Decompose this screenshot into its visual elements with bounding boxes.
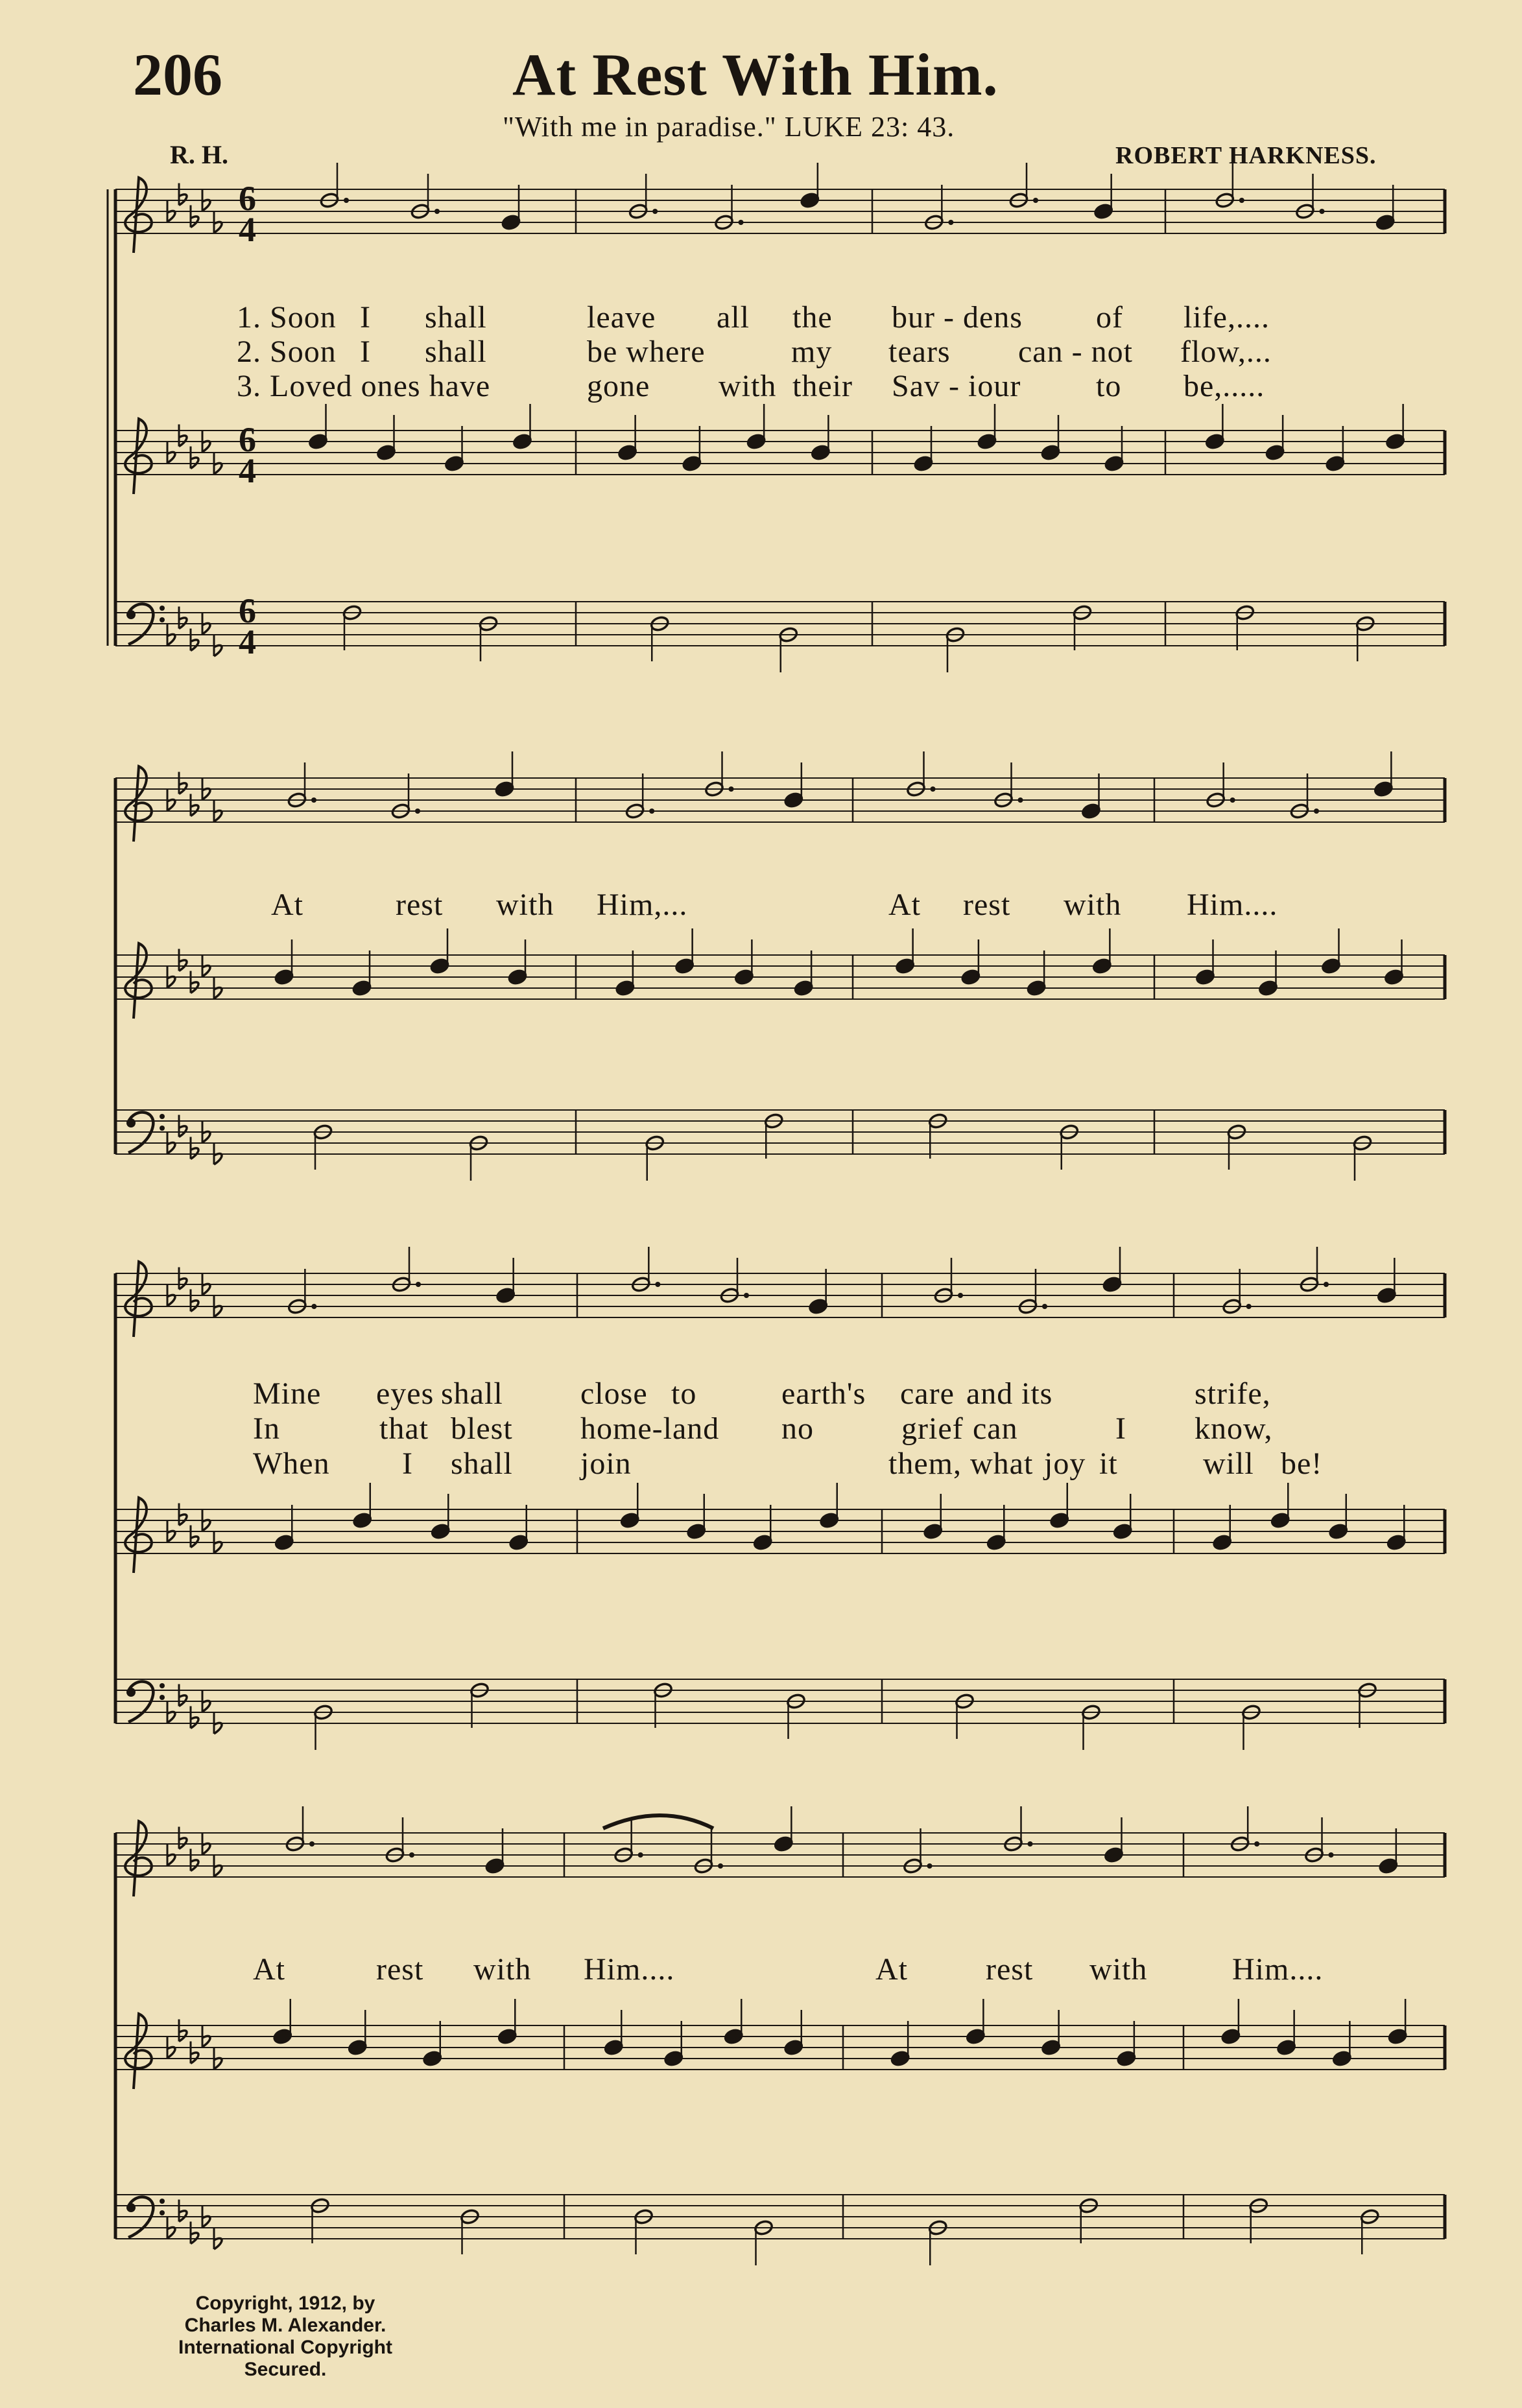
lyric-syllable: shall	[425, 335, 487, 369]
dot	[1254, 1841, 1259, 1847]
lyric-syllable: Him....	[1187, 888, 1278, 922]
note-head	[734, 969, 754, 986]
lyric-syllable: the	[792, 300, 833, 335]
lyric-syllable: leave	[587, 300, 656, 335]
bass-clef-dot	[160, 1126, 165, 1131]
note-head	[352, 980, 372, 997]
note-head	[274, 1534, 294, 1551]
flat-sign	[167, 1531, 175, 1542]
lyric-syllable: At	[253, 1952, 285, 1987]
dot	[638, 1852, 643, 1858]
note-head	[508, 1534, 529, 1551]
bass-clef-dot	[160, 1695, 165, 1700]
flat-sign	[202, 200, 210, 211]
lyric-syllable: close	[580, 1376, 648, 1411]
lyric-syllable: In	[253, 1411, 280, 1446]
note-head	[663, 2050, 684, 2067]
lyric-syllable: At	[875, 1952, 908, 1987]
lyric-syllable: strife,	[1195, 1376, 1271, 1411]
note-head	[1321, 958, 1341, 974]
flat-sign	[167, 452, 175, 463]
note-head	[1104, 455, 1124, 472]
lyric-syllable: 3. Loved ones have	[237, 369, 491, 403]
dot	[409, 1852, 414, 1858]
note-head	[811, 444, 831, 461]
note-head	[352, 1512, 372, 1529]
note-head	[923, 1523, 943, 1540]
note-head	[783, 2039, 803, 2056]
dot	[649, 809, 654, 814]
fermata-icon	[603, 1815, 713, 1828]
lyric-syllable: that	[379, 1411, 429, 1446]
bass-clef-dot	[160, 2210, 165, 2215]
lyric-syllable: their	[792, 369, 853, 403]
lyric-syllable: rest	[396, 888, 444, 922]
lyric-syllable: eyes	[376, 1376, 434, 1411]
note-head	[1385, 433, 1405, 450]
note-head	[674, 958, 695, 974]
flat-sign	[202, 2216, 210, 2227]
note-head	[1117, 2050, 1137, 2067]
note-head	[966, 2028, 986, 2045]
flat-sign	[202, 2036, 210, 2047]
dot	[1018, 797, 1023, 803]
note-head	[495, 1287, 516, 1304]
lyric-syllable: When	[253, 1446, 330, 1481]
note-head	[800, 192, 820, 209]
flat-sign	[167, 211, 175, 222]
flat-sign	[214, 463, 222, 474]
note-head	[444, 455, 464, 472]
note-head	[1093, 203, 1113, 220]
note-head	[1041, 444, 1061, 461]
lyric-syllable: Him,...	[597, 888, 688, 922]
hymn-title: At Rest With Him.	[512, 41, 999, 108]
lyric-syllable: joy	[1044, 1446, 1086, 1481]
dot	[958, 1293, 963, 1298]
dot	[1320, 209, 1325, 214]
lyric-syllable: be where	[587, 335, 706, 369]
dot	[1033, 198, 1038, 203]
lyric-syllable: it	[1099, 1446, 1118, 1481]
dot	[1042, 1304, 1047, 1309]
lyric-syllable: 2. Soon	[237, 335, 337, 369]
note-head	[617, 444, 637, 461]
note-head	[1276, 2039, 1296, 2056]
dot	[744, 1293, 749, 1298]
copyright-line: Copyright, 1912, by	[195, 2293, 375, 2314]
note-head	[1041, 2039, 1061, 2056]
flat-sign	[167, 799, 175, 810]
dot	[416, 1282, 421, 1287]
note-head	[620, 1512, 640, 1529]
dot	[729, 786, 734, 792]
lyric-syllable: all	[717, 300, 750, 335]
dot	[1239, 198, 1244, 203]
dot	[655, 1282, 660, 1287]
flat-sign	[167, 2047, 175, 2058]
note-head	[348, 2039, 368, 2056]
note-head	[808, 1298, 828, 1315]
lyric-syllable: can	[973, 1411, 1018, 1446]
dot	[1028, 1841, 1033, 1847]
lyric-syllable: can - not	[1018, 335, 1133, 369]
lyric-syllable: I	[1115, 1411, 1126, 1446]
time-signature-bottom: 4	[239, 622, 256, 661]
note-head	[1092, 958, 1112, 974]
time-signature-bottom: 4	[239, 451, 256, 490]
lyric-syllable: Sav - iour	[892, 369, 1021, 403]
lyric-syllable: I	[360, 335, 371, 369]
flat-sign	[167, 1712, 175, 1723]
note-head	[1081, 803, 1101, 820]
note-head	[308, 433, 328, 450]
dot	[1230, 797, 1235, 803]
lyric-syllable: will	[1203, 1446, 1254, 1481]
bass-clef-dot	[160, 606, 165, 611]
note-head	[1113, 1523, 1133, 1540]
lyric-syllable: home-land	[580, 1411, 720, 1446]
flat-sign	[202, 1843, 210, 1854]
note-head	[430, 958, 450, 974]
bass-clef-dot	[126, 2203, 136, 2212]
composer-credit: ROBERT HARKNESS.	[1115, 142, 1377, 169]
flat-sign	[167, 1854, 175, 1865]
note-head	[1205, 433, 1225, 450]
copyright-line: International Copyright Secured.	[178, 2337, 392, 2380]
flat-sign	[202, 965, 210, 976]
lyric-syllable: shall	[425, 300, 487, 335]
note-head	[497, 2028, 517, 2045]
flat-sign	[202, 1701, 210, 1712]
dot	[927, 1863, 933, 1869]
note-head	[1332, 2050, 1352, 2067]
bass-clef-dot	[160, 1114, 165, 1119]
lyric-syllable: rest	[376, 1952, 424, 1987]
lyric-syllable: Him....	[584, 1952, 675, 1987]
note-head	[794, 980, 814, 997]
note-head	[890, 2050, 910, 2067]
note-head	[1328, 1523, 1348, 1540]
note-head	[1377, 1287, 1397, 1304]
dot	[344, 198, 349, 203]
note-head	[508, 969, 528, 986]
note-head	[512, 433, 532, 450]
flat-sign	[214, 1306, 222, 1317]
dot	[311, 1304, 316, 1309]
lyric-syllable: bur - dens	[892, 300, 1023, 335]
note-head	[1104, 1847, 1124, 1863]
flat-sign	[214, 810, 222, 821]
note-head	[784, 792, 804, 809]
dot	[1324, 1282, 1329, 1287]
flat-sign	[167, 2227, 175, 2238]
lyric-syllable: gone	[587, 369, 650, 403]
note-head	[501, 214, 521, 231]
lyric-syllable: be,.....	[1183, 369, 1265, 403]
lyric-syllable: with	[719, 369, 777, 403]
lyric-syllable: 1. Soon	[237, 300, 337, 335]
hymn-number: 206	[133, 41, 222, 108]
note-head	[746, 433, 767, 450]
flat-sign	[214, 1542, 222, 1553]
lyric-syllable: flow,...	[1180, 335, 1272, 369]
note-head	[1221, 2028, 1241, 2045]
lyric-syllable: join	[580, 1446, 632, 1481]
note-head	[615, 980, 636, 997]
bass-clef-dot	[126, 610, 136, 619]
lyric-syllable: no	[781, 1411, 814, 1446]
flat-sign	[214, 1723, 222, 1734]
time-signature-top: 6	[239, 179, 256, 218]
lyric-syllable: my	[791, 335, 833, 369]
dot	[718, 1863, 723, 1869]
dot	[309, 1841, 315, 1847]
dot	[739, 220, 744, 225]
lyric-syllable: and	[966, 1376, 1014, 1411]
flat-sign	[214, 222, 222, 233]
flat-sign	[214, 1865, 222, 1876]
dot	[311, 797, 316, 803]
flat-sign	[214, 2058, 222, 2069]
flat-sign	[202, 623, 210, 634]
lyric-syllable: rest	[986, 1952, 1034, 1987]
lyric-syllable: Mine	[253, 1376, 322, 1411]
note-head	[1375, 214, 1396, 231]
dot	[1246, 1304, 1252, 1309]
lyric-syllable: shall	[451, 1446, 513, 1481]
flat-sign	[167, 1142, 175, 1153]
note-head	[422, 2050, 442, 2067]
bass-clef-dot	[160, 1683, 165, 1688]
note-head	[376, 444, 396, 461]
dot	[1329, 1852, 1334, 1858]
flat-sign	[202, 1131, 210, 1142]
flat-sign	[167, 634, 175, 645]
lyric-syllable: At	[271, 888, 303, 922]
note-head	[914, 455, 934, 472]
note-head	[1049, 1512, 1069, 1529]
note-head	[1373, 781, 1394, 797]
dot	[434, 209, 440, 214]
lyric-syllable: At	[888, 888, 921, 922]
flat-sign	[214, 1153, 222, 1164]
note-head	[1384, 969, 1404, 986]
note-head	[977, 433, 997, 450]
dot	[415, 809, 420, 814]
note-head	[774, 1836, 794, 1852]
lyric-syllable: know,	[1195, 1411, 1273, 1446]
note-head	[1212, 1534, 1232, 1551]
lyric-syllable: be!	[1281, 1446, 1323, 1481]
bass-clef-dot	[126, 1688, 136, 1697]
note-head	[753, 1534, 773, 1551]
lyric-syllable: care	[900, 1376, 955, 1411]
lyric-syllable: its	[1021, 1376, 1053, 1411]
lyric-syllable: life,....	[1183, 300, 1270, 335]
scripture-epigraph: "With me in paradise." LUKE 23: 43.	[503, 111, 955, 143]
lyric-syllable: I	[360, 300, 371, 335]
note-head	[686, 1523, 706, 1540]
note-head	[961, 969, 981, 986]
lyric-syllable: with	[1089, 1952, 1148, 1987]
lyric-syllable: earth's	[781, 1376, 866, 1411]
flat-sign	[214, 2238, 222, 2249]
lyric-syllable: rest	[963, 888, 1011, 922]
time-signature-top: 6	[239, 591, 256, 630]
time-signature-top: 6	[239, 420, 256, 459]
note-head	[724, 2028, 744, 2045]
lyric-syllable: with	[1064, 888, 1122, 922]
dot	[948, 220, 953, 225]
note-head	[272, 2028, 292, 2045]
note-head	[485, 1858, 505, 1874]
note-head	[1270, 1512, 1290, 1529]
note-head	[1388, 2028, 1408, 2045]
note-head	[274, 969, 294, 986]
bass-clef-dot	[126, 1118, 136, 1127]
bass-clef-dot	[160, 2199, 165, 2204]
note-head	[604, 2039, 624, 2056]
lyric-syllable: grief	[901, 1411, 964, 1446]
author-credit: R. H.	[170, 140, 228, 169]
lyric-syllable: with	[473, 1952, 532, 1987]
flat-sign	[202, 788, 210, 799]
bass-clef-dot	[160, 617, 165, 622]
note-head	[1386, 1534, 1407, 1551]
lyric-syllable: tears	[888, 335, 951, 369]
lyric-syllable: them, what	[888, 1446, 1034, 1481]
note-head	[1102, 1276, 1123, 1293]
flat-sign	[214, 987, 222, 998]
dot	[931, 786, 936, 792]
lyric-syllable: blest	[451, 1411, 513, 1446]
lyric-syllable: with	[496, 888, 554, 922]
flat-sign	[167, 1295, 175, 1306]
note-head	[1195, 969, 1215, 986]
note-head	[1258, 980, 1278, 997]
copyright-line: Charles M. Alexander.	[184, 2315, 386, 2336]
lyric-syllable: to	[1096, 369, 1122, 403]
lyric-syllable: Him....	[1232, 1952, 1324, 1987]
flat-sign	[202, 441, 210, 452]
note-head	[431, 1523, 451, 1540]
note-head	[895, 958, 915, 974]
flat-sign	[202, 1520, 210, 1531]
lyric-syllable: shall	[441, 1376, 503, 1411]
note-head	[986, 1534, 1006, 1551]
note-head	[1326, 455, 1346, 472]
flat-sign	[167, 976, 175, 987]
flat-sign	[202, 1284, 210, 1295]
dot	[652, 209, 658, 214]
note-head	[819, 1512, 839, 1529]
note-head	[1027, 980, 1047, 997]
note-head	[495, 781, 515, 797]
lyric-syllable: I	[402, 1446, 413, 1481]
lyric-syllable: to	[671, 1376, 697, 1411]
note-head	[1265, 444, 1285, 461]
note-head	[1379, 1858, 1399, 1874]
note-head	[682, 455, 702, 472]
time-signature-bottom: 4	[239, 210, 256, 249]
dot	[1314, 809, 1319, 814]
flat-sign	[214, 645, 222, 656]
lyric-syllable: of	[1096, 300, 1123, 335]
copyright-notice	[149, 2293, 422, 2381]
